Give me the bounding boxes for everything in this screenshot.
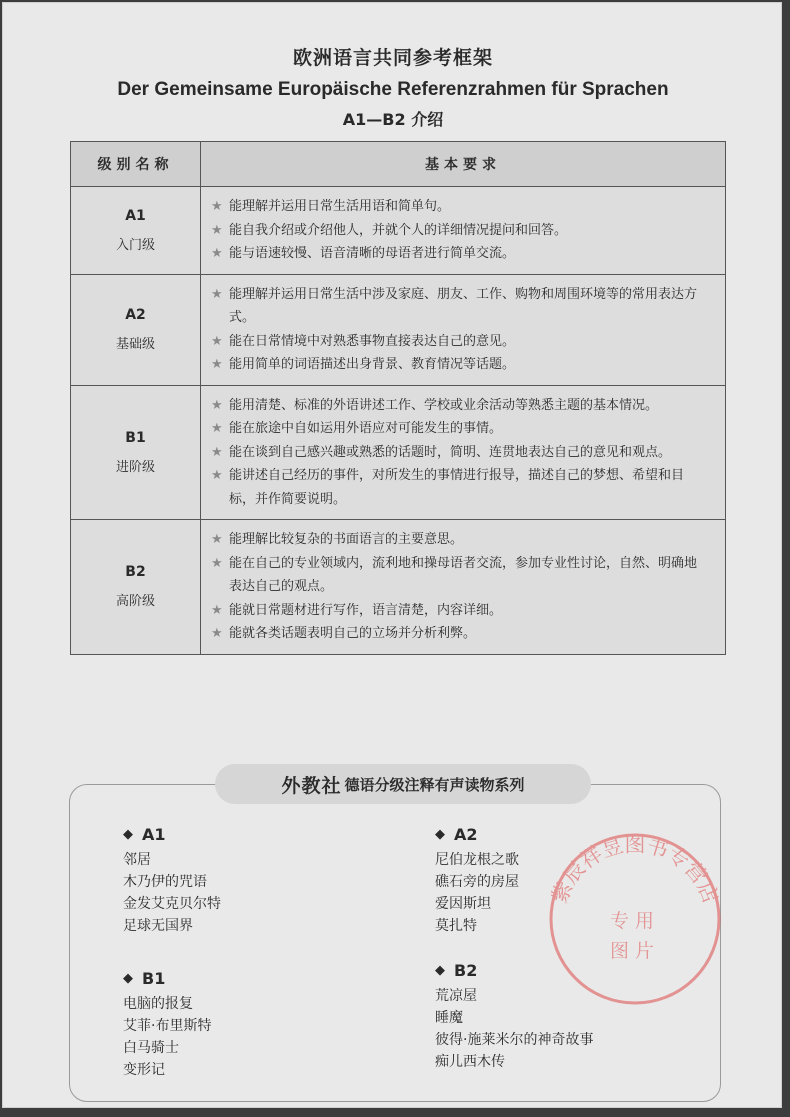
book-group-b1: [123, 969, 211, 1081]
requirements-cell: [201, 385, 726, 520]
level-cell: [71, 274, 201, 385]
book-title: 邻居: [123, 852, 151, 868]
series-title: 德语分级注释有声读物系列: [344, 775, 525, 794]
star-icon: ★: [211, 222, 223, 238]
star-icon: ★: [211, 555, 223, 571]
level-row-b1: [71, 385, 726, 520]
requirement-item: [211, 219, 703, 243]
requirement-text: 能在谈到自己感兴趣或熟悉的话题时，简明、连贯地表达自己的意见和观点。: [229, 444, 672, 460]
level-row-b2: [71, 520, 726, 655]
level-name: 入门级: [115, 237, 155, 253]
stamp-center-text-2: 图片: [609, 940, 661, 962]
book-group-a1: [123, 825, 221, 937]
requirement-text: 能自我介绍或介绍他人，并就个人的详细情况提问和回答。: [229, 222, 568, 238]
requirement-item: [211, 353, 703, 377]
book-title: 睡魔: [435, 1010, 463, 1026]
requirement-item: [211, 283, 703, 330]
requirement-item: [211, 394, 703, 418]
table-header-row: [71, 142, 726, 187]
level-code: B1: [125, 429, 146, 446]
stamp-ring-text: 紫辰祥昱图书专营店: [547, 832, 723, 907]
page-subtitle: A1—B2 介绍: [342, 110, 444, 129]
requirements-cell: [201, 187, 726, 275]
star-icon: ★: [211, 397, 223, 413]
star-icon: ★: [211, 357, 223, 372]
requirement-item: [211, 195, 703, 219]
requirement-text: 能就各类话题表明自己的立场并分析利弊。: [229, 626, 477, 641]
level-cell: [71, 187, 201, 275]
book-title: 痴儿西木传: [435, 1054, 505, 1070]
book-title: 莫扎特: [435, 918, 477, 934]
requirement-item: [211, 330, 703, 354]
requirement-text: 能在自己的专业领域内，流利地和操母语者交流，参加专业性讨论，自然、明确地表达自己的观点。: [229, 555, 698, 594]
diamond-icon: ◆: [123, 827, 133, 842]
header-requirements: 基本要求: [201, 142, 726, 187]
level-code: A1: [125, 207, 146, 224]
group-level: B2: [454, 961, 478, 980]
star-icon: ★: [211, 602, 223, 618]
page-title-german: Der Gemeinsame Europäische Referenzrahmen für Sprachen: [117, 79, 669, 100]
book-title: 荒凉屋: [435, 988, 477, 1004]
requirement-text: 能就日常题材进行写作，语言清楚，内容详细。: [229, 602, 503, 618]
diamond-icon: ◆: [123, 971, 133, 986]
diamond-icon: ◆: [435, 827, 445, 842]
page-title-chinese: 欧洲语言共同参考框架: [292, 47, 493, 69]
level-name: 进阶级: [115, 459, 155, 475]
book-title: 足球无国界: [123, 918, 193, 934]
star-icon: ★: [211, 246, 223, 261]
page: [2, 2, 782, 1108]
book-group-a2: [435, 825, 519, 937]
requirement-text: 能与语速较慢、语音清晰的母语者进行简单交流。: [229, 246, 516, 261]
cefr-level-table: [70, 141, 726, 655]
star-icon: ★: [211, 468, 223, 483]
shop-stamp: [545, 829, 725, 1009]
requirements-cell: [201, 520, 726, 655]
level-cell: [71, 520, 201, 655]
book-title: 变形记: [123, 1062, 165, 1078]
book-title: 艾菲·布里斯特: [123, 1018, 212, 1034]
star-icon: ★: [211, 199, 223, 214]
level-row-a2: [71, 274, 726, 385]
book-title: 礁石旁的房屋: [435, 874, 519, 890]
requirement-text: 能理解比较复杂的书面语言的主要意思。: [229, 532, 464, 547]
diamond-icon: ◆: [435, 963, 445, 978]
level-cell: [71, 385, 201, 520]
requirement-item: [211, 599, 703, 623]
requirement-text: 能理解并运用日常生活用语和简单句。: [229, 199, 451, 214]
requirement-item: [211, 242, 703, 266]
book-title: 彼得·施莱米尔的神奇故事: [435, 1032, 594, 1048]
level-code: B2: [125, 564, 146, 581]
requirement-item: [211, 528, 703, 552]
requirement-item: [211, 464, 703, 511]
group-level: B1: [142, 969, 166, 988]
requirement-item: [211, 552, 703, 599]
stamp-center-text-1: 专用: [609, 910, 661, 932]
star-icon: ★: [211, 532, 223, 547]
book-title: 白马骑士: [123, 1040, 179, 1056]
book-title: 金发艾克贝尔特: [123, 896, 221, 912]
requirement-item: [211, 441, 703, 465]
header-level-name: 级别名称: [71, 142, 201, 187]
level-row-a1: [71, 187, 726, 275]
series-banner: [215, 764, 591, 804]
group-level: A2: [454, 825, 478, 844]
level-code: A2: [125, 307, 146, 323]
star-icon: ★: [211, 333, 223, 349]
star-icon: ★: [211, 626, 223, 641]
requirements-cell: [201, 274, 726, 385]
publisher-name: 外教社: [281, 774, 342, 797]
requirement-text: 能用简单的词语描述出身背景、教育情况等话题。: [229, 357, 516, 372]
requirement-text: 能在旅途中自如运用外语应对可能发生的事情。: [229, 421, 503, 436]
level-name: 高阶级: [115, 594, 155, 610]
group-level: A1: [142, 825, 166, 844]
requirement-item: [211, 417, 703, 441]
book-title: 电脑的报复: [123, 996, 193, 1012]
star-icon: ★: [211, 421, 223, 436]
book-title: 尼伯龙根之歌: [435, 852, 519, 868]
level-name: 基础级: [115, 337, 155, 352]
book-title: 爱因斯坦: [435, 896, 491, 912]
requirement-item: [211, 622, 703, 646]
requirement-text: 能用清楚、标准的外语讲述工作、学校或业余活动等熟悉主题的基本情况。: [229, 397, 659, 413]
requirement-text: 能理解并运用日常生活中涉及家庭、朋友、工作、购物和周围环境等的常用表达方式。: [229, 286, 698, 325]
star-icon: ★: [211, 286, 223, 302]
requirement-text: 能讲述自己经历的事件，对所发生的事情进行报导，描述自己的梦想、希望和目标，并作简要说明。: [229, 468, 685, 507]
star-icon: ★: [211, 444, 223, 460]
book-title: 木乃伊的咒语: [123, 874, 207, 890]
requirement-text: 能在日常情境中对熟悉事物直接表达自己的意见。: [229, 333, 516, 349]
